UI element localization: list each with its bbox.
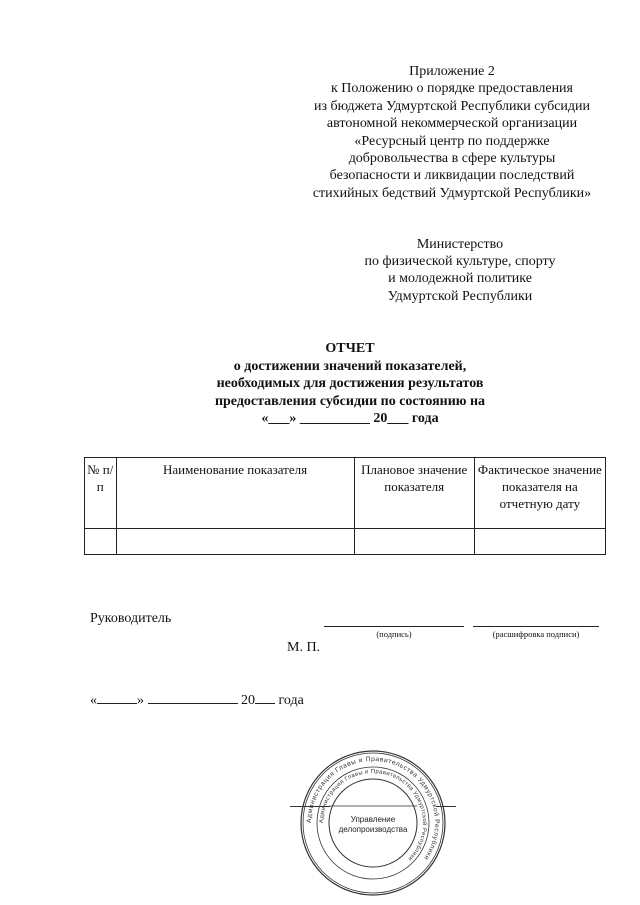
- annex-line: безопасности и ликвидации последствий: [329, 168, 575, 184]
- decoding-line[interactable]: [473, 626, 599, 627]
- table-row: [85, 529, 606, 555]
- table-cell[interactable]: [474, 529, 605, 555]
- recipient-line: и молодежной политике: [388, 271, 532, 287]
- col-header-actual: Фактическое значение показателя на отчетную дату: [474, 458, 605, 529]
- month-blank[interactable]: [148, 690, 238, 704]
- day-blank[interactable]: [97, 690, 137, 704]
- col-header-planned: Плановое значение показателя: [354, 458, 474, 529]
- stamp-ring-inner-text: Администрация Главы и Правительства Удмуртской Республики: [318, 768, 428, 862]
- report-title-date: «___» __________ 20___ года: [261, 410, 439, 426]
- recipient-block: [300, 236, 620, 305]
- annex-line: из бюджета Удмуртской Республики субсидии: [313, 98, 591, 114]
- date-open-quote: «: [90, 693, 97, 708]
- table-cell[interactable]: [354, 529, 474, 555]
- decoding-caption: (расшифровка подписи): [492, 629, 580, 639]
- annex-line: к Положению о порядке предоставления: [331, 81, 573, 97]
- report-title-line: необходимых для достижения результатов: [216, 376, 484, 392]
- annex-line: «Ресурсный центр по поддержке: [354, 133, 550, 149]
- office-stamp-graphic: [298, 748, 448, 898]
- report-title-line: о достижении значений показателей,: [233, 359, 467, 375]
- recipient-line: Министерство: [416, 237, 504, 252]
- year-prefix: 20: [241, 693, 255, 708]
- annex-line: Приложение 2: [409, 64, 495, 79]
- recipient-line: Удмуртской Республики: [387, 288, 533, 304]
- report-title-main: ОТЧЕТ: [325, 341, 375, 356]
- stamp-center-line: делопроизводства: [338, 825, 408, 834]
- year-suffix: года: [278, 693, 304, 708]
- stamp-center-line: Управление: [350, 815, 396, 824]
- signature-caption: (подпись): [376, 629, 412, 639]
- year-blank[interactable]: [255, 690, 275, 704]
- annex-line: автономной некоммерческой организации: [326, 116, 578, 132]
- annex-line: добровольчества в сфере культуры: [348, 151, 556, 167]
- stamp-ring-outer-text: Администрация Главы и Правительства Удмуртской Республики: [305, 755, 441, 862]
- report-title-line: предоставления субсидии по состоянию на: [214, 393, 486, 409]
- date-line: [90, 690, 304, 709]
- report-title: [150, 340, 550, 427]
- signature-line[interactable]: [324, 626, 464, 627]
- annex-line: стихийных бедствий Удмуртской Республики»: [312, 185, 592, 201]
- annex-header: [292, 63, 612, 202]
- col-header-indicator: Наименование показателя: [116, 458, 354, 529]
- table-cell[interactable]: [85, 529, 117, 555]
- indicators-table: [84, 457, 606, 555]
- table-header-row: [85, 458, 606, 529]
- office-stamp: [298, 748, 448, 898]
- date-close-quote: »: [137, 693, 144, 708]
- col-header-number: № п/п: [85, 458, 117, 529]
- recipient-line: по физической культуре, спорту: [364, 254, 556, 270]
- table-cell[interactable]: [116, 529, 354, 555]
- head-label: Руководитель: [90, 611, 172, 626]
- seal-place-mark: М. П.: [287, 640, 321, 655]
